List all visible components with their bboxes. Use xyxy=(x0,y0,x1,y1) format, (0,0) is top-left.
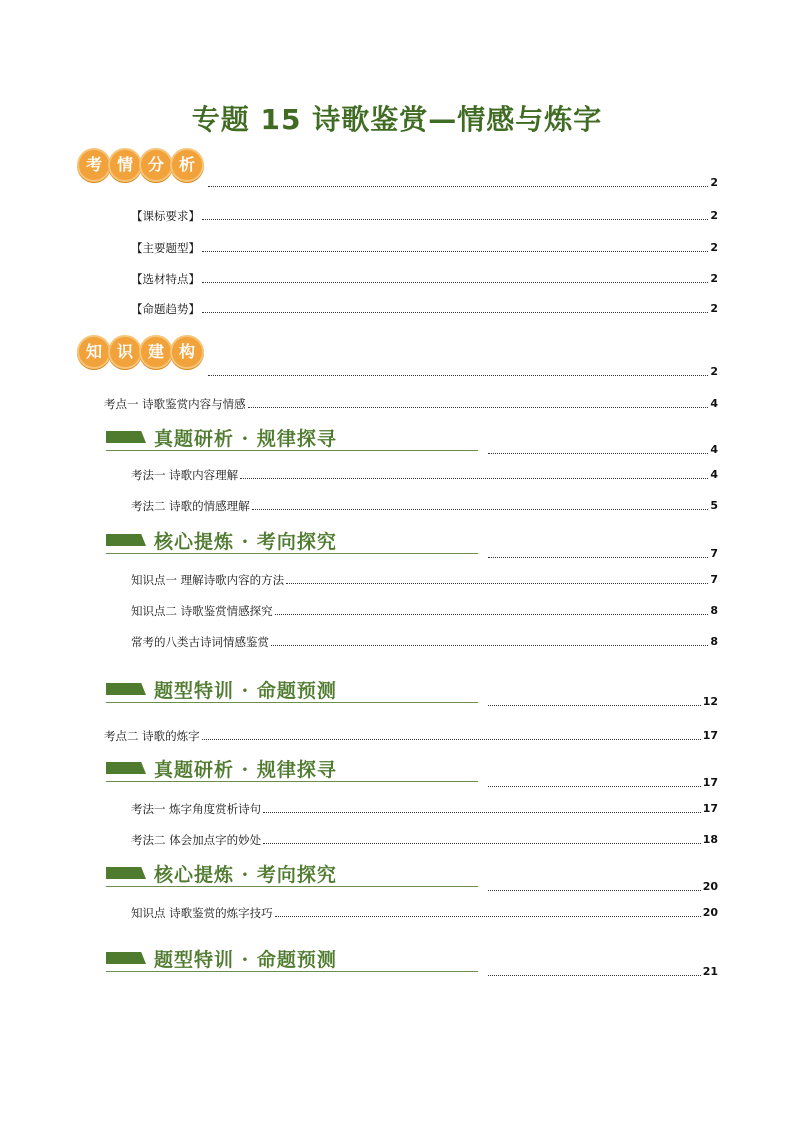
toc-label: 常考的八类古诗词情感鉴赏 xyxy=(131,635,269,649)
page-number: 2 xyxy=(710,209,718,222)
toc-row[interactable] xyxy=(131,468,718,482)
toc-row-zhishi[interactable] xyxy=(206,365,718,379)
banner-tixing xyxy=(106,675,337,703)
toc-row[interactable] xyxy=(131,906,718,920)
badge-char: 分 xyxy=(139,148,173,182)
badge-char: 建 xyxy=(139,335,173,369)
banner-tixing-2 xyxy=(106,944,337,972)
page-number: 2 xyxy=(710,302,718,315)
toc-label: 【选材特点】 xyxy=(131,272,200,286)
toc-row[interactable] xyxy=(131,241,718,255)
section-badge-kaoqing xyxy=(77,148,201,182)
toc-label: 考法一 炼字角度赏析诗句 xyxy=(131,802,262,816)
page-number: 17 xyxy=(702,729,718,742)
page-number: 17 xyxy=(702,776,718,789)
page-number: 8 xyxy=(710,604,718,617)
leader-dots xyxy=(488,452,708,454)
toc-label: 【课标要求】 xyxy=(131,209,200,223)
banner-bar-icon xyxy=(106,683,146,695)
badge-char: 析 xyxy=(170,148,204,182)
page-number: 8 xyxy=(710,635,718,648)
toc-row[interactable] xyxy=(131,635,718,649)
leader-dots xyxy=(488,785,701,787)
page-number: 7 xyxy=(710,547,718,560)
banner-text: 题型特训 · 命题预测 xyxy=(154,679,337,702)
toc-label: 考法二 诗歌的情感理解 xyxy=(131,499,250,513)
banner-underline xyxy=(106,553,478,554)
page-number: 20 xyxy=(702,906,718,919)
toc-row-kaodian-2[interactable] xyxy=(104,729,718,743)
banner-bar-icon xyxy=(106,952,146,964)
leader-dots xyxy=(202,281,708,283)
page-number: 18 xyxy=(702,833,718,846)
page-number: 2 xyxy=(710,365,718,378)
toc-row-banner-3[interactable] xyxy=(486,695,718,709)
toc-label: 【命题趋势】 xyxy=(131,302,200,316)
toc-row-banner-4[interactable] xyxy=(486,776,718,790)
leader-dots xyxy=(202,218,708,220)
banner-underline xyxy=(106,450,478,451)
banner-text: 真题研析 · 规律探寻 xyxy=(154,758,337,781)
toc-row-kaoqing[interactable] xyxy=(206,176,718,190)
badge-char: 知 xyxy=(77,335,111,369)
toc-row[interactable] xyxy=(131,209,718,223)
toc-label: 考法二 体会加点字的妙处 xyxy=(131,833,262,847)
badge-char: 考 xyxy=(77,148,111,182)
leader-dots xyxy=(263,811,701,813)
toc-row[interactable] xyxy=(131,272,718,286)
banner-text: 真题研析 · 规律探寻 xyxy=(154,427,337,450)
banner-text: 核心提炼 · 考向探究 xyxy=(154,530,337,553)
page-number: 4 xyxy=(710,468,718,481)
banner-text: 题型特训 · 命题预测 xyxy=(154,948,337,971)
banner-zhenti xyxy=(106,423,337,451)
toc-row-banner-2[interactable] xyxy=(486,547,718,561)
toc-label: 考法一 诗歌内容理解 xyxy=(131,468,239,482)
banner-bar-icon xyxy=(106,762,146,774)
leader-dots xyxy=(488,974,701,976)
toc-row[interactable] xyxy=(131,833,718,847)
leader-dots xyxy=(488,556,708,558)
toc-row-banner-6[interactable] xyxy=(486,965,718,979)
toc-row-banner-1[interactable] xyxy=(486,443,718,457)
leader-dots xyxy=(208,185,708,187)
leader-dots xyxy=(263,842,701,844)
banner-bar-icon xyxy=(106,534,146,546)
page-number: 7 xyxy=(710,573,718,586)
toc-label: 考点二 诗歌的炼字 xyxy=(104,729,200,743)
toc-row[interactable] xyxy=(131,802,718,816)
toc-row[interactable] xyxy=(131,499,718,513)
page-number: 5 xyxy=(710,499,718,512)
badge-char: 情 xyxy=(108,148,142,182)
leader-dots xyxy=(275,915,701,917)
toc-row[interactable] xyxy=(131,573,718,587)
leader-dots xyxy=(202,311,708,313)
page-number: 21 xyxy=(702,965,718,978)
leader-dots xyxy=(488,889,701,891)
banner-hexin-2 xyxy=(106,859,337,887)
leader-dots xyxy=(202,738,701,740)
page-number: 2 xyxy=(710,241,718,254)
page-number: 20 xyxy=(702,880,718,893)
leader-dots xyxy=(275,613,709,615)
toc-row[interactable] xyxy=(131,604,718,618)
page-number: 2 xyxy=(710,176,718,189)
banner-underline xyxy=(106,702,478,703)
banner-zhenti-2 xyxy=(106,754,337,782)
page-title: 专题 15 诗歌鉴赏—情感与炼字 xyxy=(191,103,603,136)
leader-dots xyxy=(252,508,709,510)
toc-label: 知识点 诗歌鉴赏的炼字技巧 xyxy=(131,906,273,920)
toc-label: 知识点二 诗歌鉴赏情感探究 xyxy=(131,604,273,618)
section-badge-zhishi xyxy=(77,335,201,369)
banner-underline xyxy=(106,781,478,782)
toc-label: 考点一 诗歌鉴赏内容与情感 xyxy=(104,397,246,411)
leader-dots xyxy=(271,644,708,646)
banner-underline xyxy=(106,886,478,887)
badge-char: 构 xyxy=(170,335,204,369)
toc-label: 知识点一 理解诗歌内容的方法 xyxy=(131,573,285,587)
page-number: 17 xyxy=(702,802,718,815)
toc-row-banner-5[interactable] xyxy=(486,880,718,894)
banner-bar-icon xyxy=(106,431,146,443)
leader-dots xyxy=(286,582,708,584)
toc-row[interactable] xyxy=(131,302,718,316)
page-number: 4 xyxy=(710,397,718,410)
toc-row-kaodian-1[interactable] xyxy=(104,397,718,411)
banner-text: 核心提炼 · 考向探究 xyxy=(154,863,337,886)
leader-dots xyxy=(248,406,709,408)
leader-dots xyxy=(202,250,708,252)
leader-dots xyxy=(488,704,701,706)
leader-dots xyxy=(240,477,708,479)
toc-label: 【主要题型】 xyxy=(131,241,200,255)
badge-char: 识 xyxy=(108,335,142,369)
leader-dots xyxy=(208,374,708,376)
banner-bar-icon xyxy=(106,867,146,879)
page-number: 2 xyxy=(710,272,718,285)
page-number: 4 xyxy=(710,443,718,456)
page-number: 12 xyxy=(702,695,718,708)
banner-hexin xyxy=(106,526,337,554)
banner-underline xyxy=(106,971,478,972)
